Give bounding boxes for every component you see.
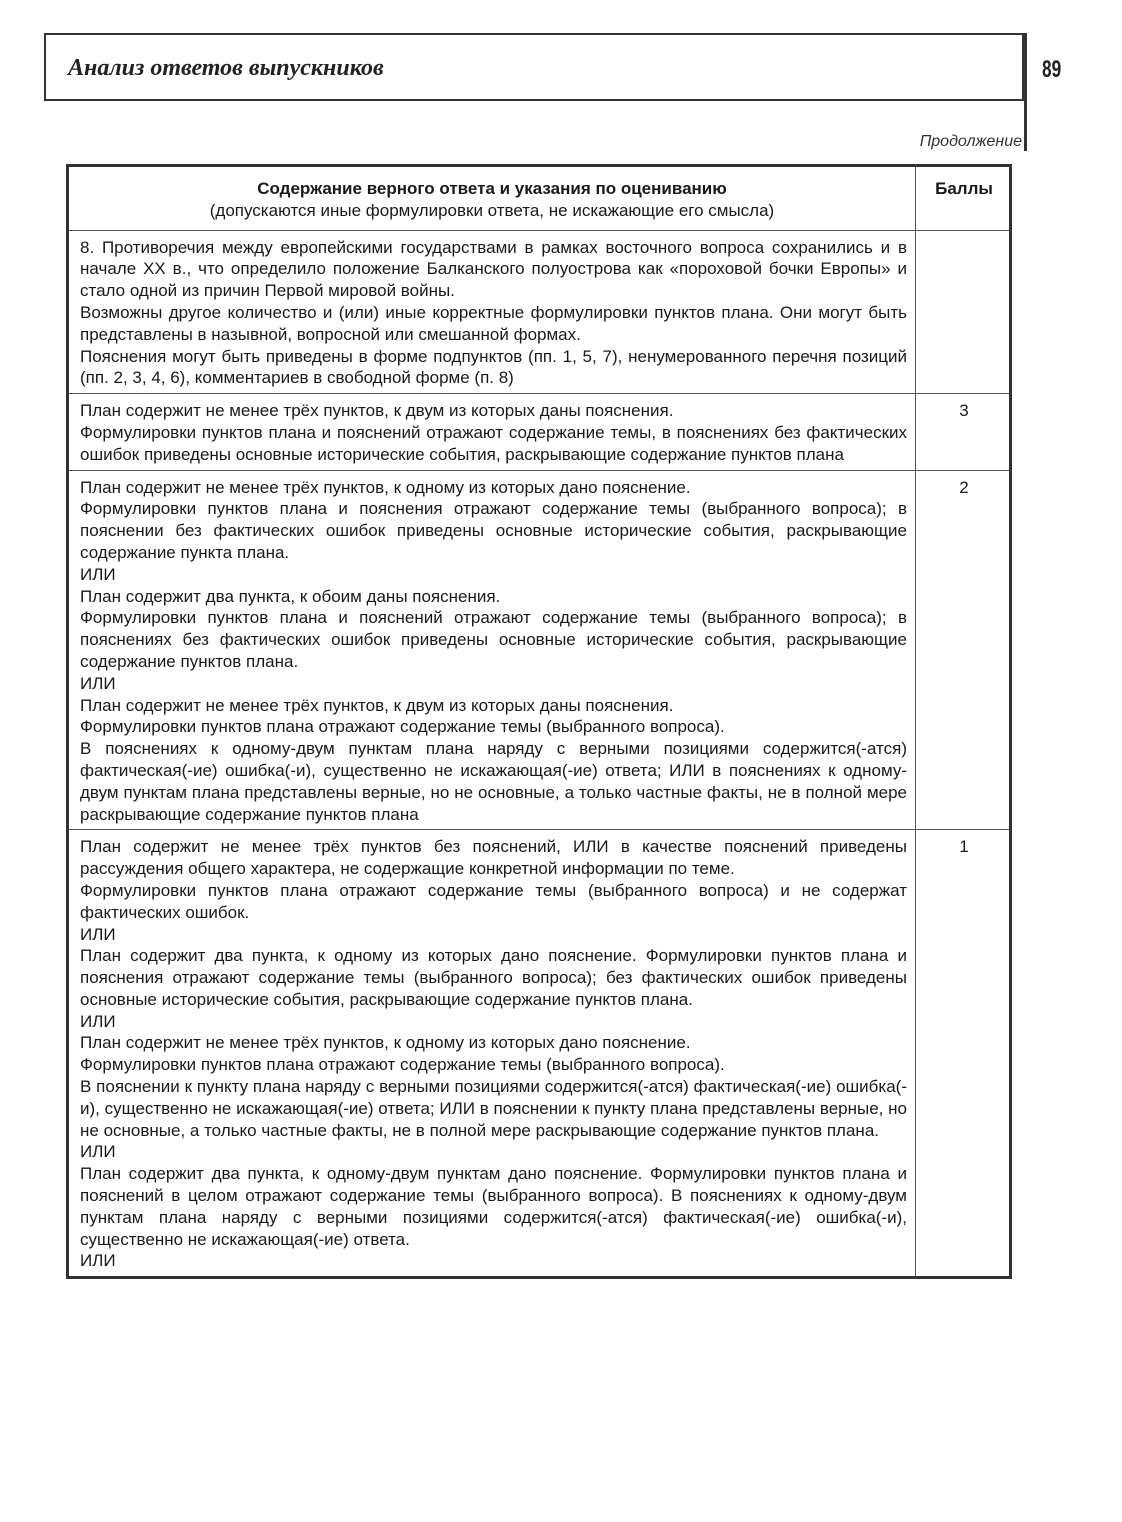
criteria-line: Формулировки пунктов плана и пояснений отражают содержание темы, в пояснениях без фактических ошибок приведены основные исторические события, раскрывающие содержание пунктов плана xyxy=(80,422,907,464)
table-header-row xyxy=(68,166,1011,231)
score-cell: 1 xyxy=(916,830,1011,1278)
criteria-line: План содержит не менее трёх пунктов, к двум из которых даны пояснения. xyxy=(80,401,674,421)
criteria-cell xyxy=(68,470,916,830)
criteria-line: План содержит два пункта, к обоим даны пояснения. xyxy=(80,586,501,606)
table-row xyxy=(68,230,1011,394)
column-header-content-title: Содержание верного ответа и указания по оцениванию xyxy=(257,179,727,198)
score-cell: 3 xyxy=(916,394,1011,470)
column-header-score: Баллы xyxy=(916,166,1011,231)
running-header xyxy=(44,33,1024,101)
criteria-line: В пояснении к пункту плана наряду с верными позициями содержится(-атся) фактическая(-ие) ошибка(-и), существенно не искажающая(-ие) ответа; ИЛИ в пояснении к пункту плана представлены верные, но не основные, а только частные факты, не в полной мере раскрывающие содержание пунктов плана. xyxy=(80,1077,907,1140)
criteria-cell xyxy=(68,830,916,1278)
criteria-cell xyxy=(68,230,916,394)
table-row xyxy=(68,470,1011,830)
criteria-line: План содержит два пункта, к одному-двум пунктам дано пояснение. Формулировки пунктов плана и пояснений в целом отражают содержание темы (выбранного вопроса). В пояснениях к одному-двум пунктам плана наряду с верными позициями содержится(-атся) фактическая(-ие) ошибка(-и), существенно не искажающая(-ие) ответа. xyxy=(80,1164,907,1249)
criteria-line: План содержит не менее трёх пунктов, к двум из которых даны пояснения. xyxy=(80,695,674,715)
criteria-line: План содержит не менее трёх пунктов без пояснений, ИЛИ в качестве пояснений приведены рассуждения общего характера, не содержащие конкретной информации по теме. xyxy=(80,837,907,879)
criteria-line: Формулировки пунктов плана отражают содержание темы (выбранного вопроса) и не содержат фактических ошибок. xyxy=(80,880,907,922)
criteria-line: Возможны другое количество и (или) иные корректные формулировки пунктов плана. Они могут быть представлены в назывной, вопросной или смешанной формах. xyxy=(80,302,907,344)
or-separator: ИЛИ xyxy=(80,1011,116,1031)
criteria-line: План содержит не менее трёх пунктов, к одному из которых дано пояснение. xyxy=(80,477,691,497)
criteria-line: Формулировки пунктов плана и пояснения отражают содержание темы (выбранного вопроса); в пояснении без фактических ошибок приведены основные исторические события, раскрывающие содержание пункта плана. xyxy=(80,499,907,562)
or-separator: ИЛИ xyxy=(80,1142,116,1162)
continuation-label: Продолжение xyxy=(919,133,1022,150)
or-separator: ИЛИ xyxy=(80,924,116,944)
criteria-line: Пояснения могут быть приведены в форме подпунктов (пп. 1, 5, 7), ненумерованного перечня позиций (пп. 2, 3, 4, 6), комментариев в свободной форме (п. 8) xyxy=(80,346,907,388)
table-row xyxy=(68,394,1011,470)
running-header-title: Анализ ответов выпускников xyxy=(68,55,384,81)
or-separator: ИЛИ xyxy=(80,564,116,584)
table-row xyxy=(68,830,1011,1278)
criteria-line: Формулировки пунктов плана отражают содержание темы (выбранного вопроса). xyxy=(80,1055,725,1075)
or-separator: ИЛИ xyxy=(80,673,116,693)
score-cell: 2 xyxy=(916,470,1011,830)
or-separator: ИЛИ xyxy=(80,1251,116,1271)
page-number: 89 xyxy=(1042,56,1062,83)
criteria-line: Формулировки пунктов плана отражают содержание темы (выбранного вопроса). xyxy=(80,717,725,737)
score-cell xyxy=(916,230,1011,394)
criteria-cell xyxy=(68,394,916,470)
header-rule xyxy=(1024,33,1027,151)
column-header-content xyxy=(68,166,916,231)
criteria-line: План содержит не менее трёх пунктов, к одному из которых дано пояснение. xyxy=(80,1033,691,1053)
grading-table xyxy=(66,164,1012,1279)
criteria-line: План содержит два пункта, к одному из которых дано пояснение. Формулировки пунктов плана и пояснения отражают содержание темы (выбранного вопроса); без фактических ошибок приведены основные исторические события, раскрывающие содержание пунктов плана. xyxy=(80,946,907,1009)
column-header-content-note: (допускаются иные формулировки ответа, не искажающие его смысла) xyxy=(209,200,775,220)
criteria-line: В пояснениях к одному-двум пунктам плана наряду с верными позициями содержится(-атся) фактическая(-ие) ошибка(-и), существенно не искажающая(-ие) ответа; ИЛИ в пояснениях к одному-двум пунктам плана представлены верные, но не основные, а только частные факты, не в полной мере раскрывающие содержание пунктов плана xyxy=(80,739,907,824)
criteria-line: Формулировки пунктов плана и пояснений отражают содержание темы (выбранного вопроса); в пояснениях без фактических ошибок приведены основные исторические события, раскрывающие содержание пунктов плана. xyxy=(80,608,907,671)
criteria-line: 8. Противоречия между европейскими государствами в рамках восточного вопроса сохранились и в начале XX в., что определило положение Балканского полуострова как «пороховой бочки Европы» и стало одной из причин Первой мировой войны. xyxy=(80,237,907,301)
